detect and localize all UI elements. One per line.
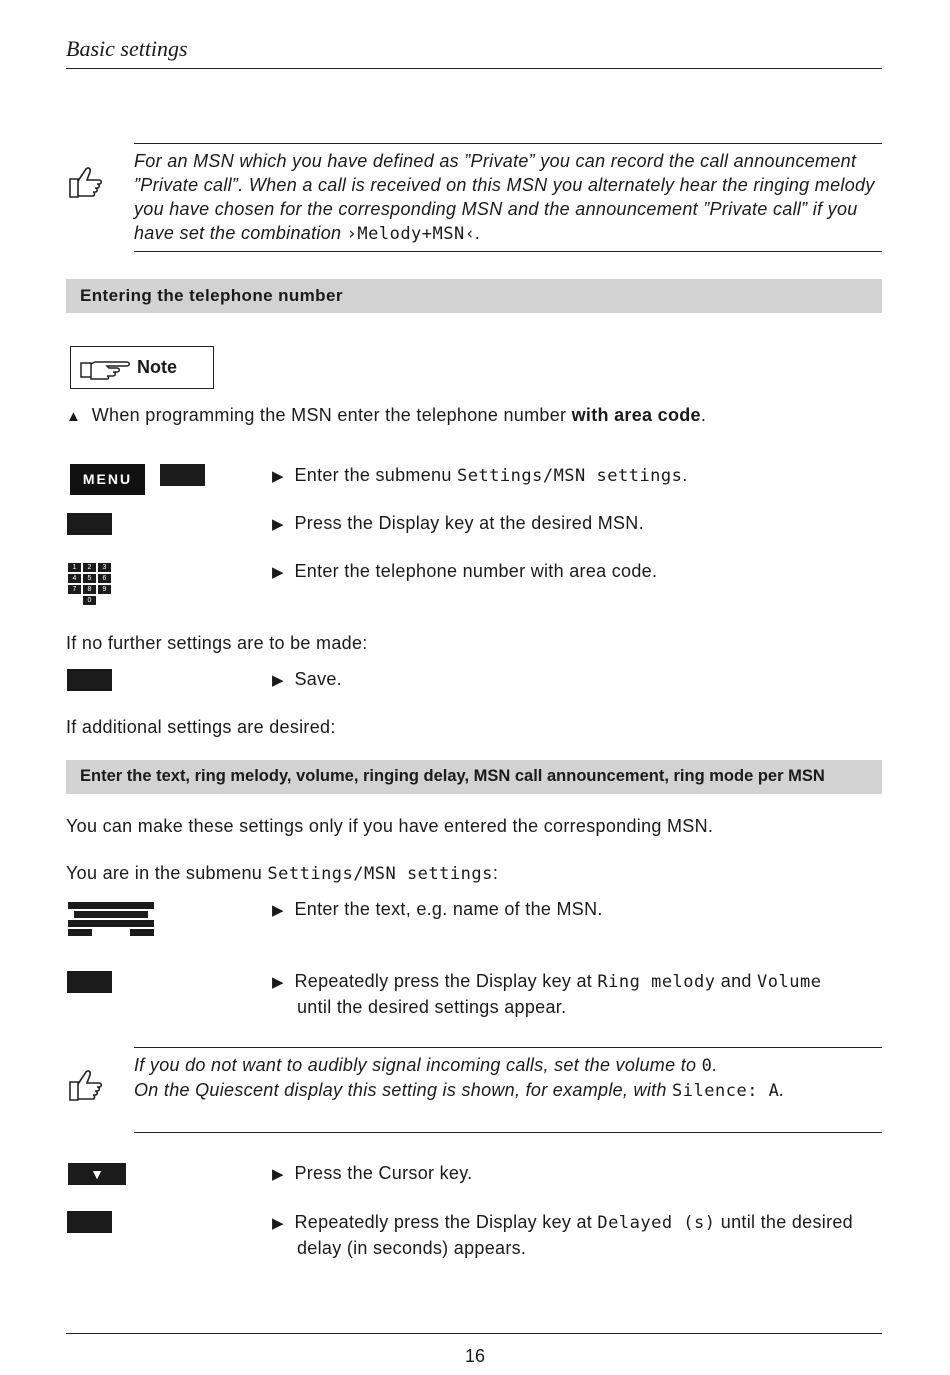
keypad-digit: 9 [98, 585, 111, 594]
condition-additional-settings: If additional settings are desired: [66, 717, 336, 737]
note-line-text: . [779, 1080, 785, 1100]
note-line [134, 221, 884, 246]
step-text-line2: delay (in seconds) appears. [297, 1238, 527, 1258]
step-arrow-icon: ▶ [272, 516, 284, 533]
step-text: Press the Cursor key. [294, 1163, 473, 1183]
paragraph-text: You are in the submenu [66, 863, 268, 883]
step-text: Save. [294, 669, 342, 689]
note-silence [134, 1053, 884, 1103]
note-label: Note [137, 357, 177, 377]
note-line [134, 1078, 884, 1103]
note-line-text: have set the combination [134, 223, 347, 243]
display-text: Settings/MSN settings [267, 864, 493, 884]
step-arrow-icon: ▶ [272, 564, 284, 581]
paragraph-msn-required: You can make these settings only if you have entered the corresponding MSN. [66, 816, 714, 836]
hand-icon [66, 1068, 106, 1104]
step-text: Repeatedly press the Display key at [294, 971, 598, 991]
note-top-rule [134, 143, 882, 144]
keypad-digit: 5 [83, 574, 96, 583]
footer-rule [66, 1333, 882, 1334]
keyboard-shift-key [68, 929, 92, 936]
display-text: 0 [701, 1056, 713, 1076]
keypad-digit: 8 [83, 585, 96, 594]
note-bottom-rule [134, 251, 882, 252]
note-box [70, 346, 214, 389]
step-ring-melody-volume [272, 969, 872, 1019]
step-arrow-icon: ▶ [272, 672, 284, 689]
keypad-digit: 7 [68, 585, 81, 594]
note-line: you have chosen for the corresponding MSN and the announcement ”Private call” if you [134, 199, 858, 219]
section-title: Entering the telephone number [80, 286, 343, 305]
keyboard-del-key [130, 929, 154, 936]
section-title: Enter the text, ring melody, volume, ringing delay, MSN call announcement, ring mode per MSN [80, 767, 825, 785]
step-text: and [715, 971, 758, 991]
cursor-down-key[interactable]: ▼ [68, 1163, 126, 1185]
display-key[interactable] [67, 669, 112, 691]
note-line-text: If you do not want to audibly signal incoming calls, set the volume to [134, 1055, 702, 1075]
step-text: Enter the submenu [294, 465, 457, 485]
step-arrow-icon: ▶ [272, 1215, 284, 1232]
hand-icon [66, 165, 106, 201]
step-text: Press the Display key at the desired MSN. [294, 513, 644, 533]
note-line-text: On the Quiescent display this setting is shown, for example, with [134, 1080, 673, 1100]
display-text: Volume [757, 972, 822, 992]
display-text: Delayed (s) [597, 1213, 716, 1233]
step-arrow-icon: ▶ [272, 974, 284, 991]
display-key[interactable] [160, 464, 205, 486]
step-press-display-key [272, 511, 644, 537]
step-enter-text [272, 897, 603, 923]
display-text: Ring melody [597, 972, 716, 992]
keypad-digit: 1 [68, 563, 81, 572]
warning-text-bold: with area code [571, 405, 701, 425]
warning-text: When programming the MSN enter the telephone number [91, 405, 572, 425]
step-text: Enter the text, e.g. name of the MSN. [294, 899, 603, 919]
note-line [134, 1053, 884, 1078]
step-arrow-icon: ▶ [272, 1166, 284, 1183]
keypad-digit: 6 [98, 574, 111, 583]
warning-text-suffix: . [700, 405, 707, 425]
step-arrow-icon: ▶ [272, 902, 284, 919]
step-delay [272, 1210, 872, 1260]
step-suffix: . [682, 465, 688, 485]
warning-triangle-icon: ▲ [66, 408, 82, 425]
menu-key[interactable]: MENU [70, 464, 145, 495]
display-text: ›Melody+MSN‹ [346, 224, 476, 244]
note-line: For an MSN which you have defined as ”Private” you can record the call announcement [134, 151, 857, 171]
numeric-keypad-icon[interactable] [68, 563, 113, 605]
display-key[interactable] [67, 971, 112, 993]
section-heading-msn-settings [66, 760, 882, 794]
note-top-rule [134, 1047, 882, 1048]
step-enter-number [272, 559, 657, 585]
header-rule [66, 68, 882, 69]
step-text-line2: until the desired settings appear. [297, 997, 567, 1017]
note-private-call [134, 149, 884, 246]
pointing-hand-icon [79, 355, 131, 381]
section-heading-telephone-number [66, 279, 882, 313]
keypad-digit: 4 [68, 574, 81, 583]
step-arrow-icon: ▶ [272, 468, 284, 485]
step-save [272, 667, 342, 693]
display-text: Settings/MSN settings [456, 466, 683, 486]
step-enter-submenu [272, 463, 688, 489]
step-press-cursor [272, 1161, 472, 1187]
keyboard-row [68, 920, 154, 927]
step-text: Enter the telephone number with area code. [294, 561, 658, 581]
display-text: Silence: A [672, 1081, 780, 1101]
keypad-digit: 2 [83, 563, 96, 572]
note-line-text: . [475, 223, 481, 243]
note-line-text: . [712, 1055, 718, 1075]
step-text: Repeatedly press the Display key at [294, 1212, 598, 1232]
note-bottom-rule [134, 1132, 882, 1133]
keypad-digit: 0 [83, 596, 96, 605]
paragraph-suffix: : [492, 863, 499, 883]
warning-line [66, 403, 706, 429]
keypad-digit: 3 [98, 563, 111, 572]
keyboard-row [74, 911, 148, 918]
keyboard-icon[interactable] [68, 902, 154, 936]
step-text: until the desired [715, 1212, 853, 1232]
note-line: ”Private call”. When a call is received on this MSN you alternately hear the ringing melody [134, 175, 875, 195]
condition-no-further-settings: If no further settings are to be made: [66, 633, 368, 653]
paragraph-submenu [66, 861, 498, 886]
page-number: 16 [464, 1346, 486, 1366]
display-key[interactable] [67, 513, 112, 535]
display-key[interactable] [67, 1211, 112, 1233]
page-header-title: Basic settings [66, 36, 188, 61]
